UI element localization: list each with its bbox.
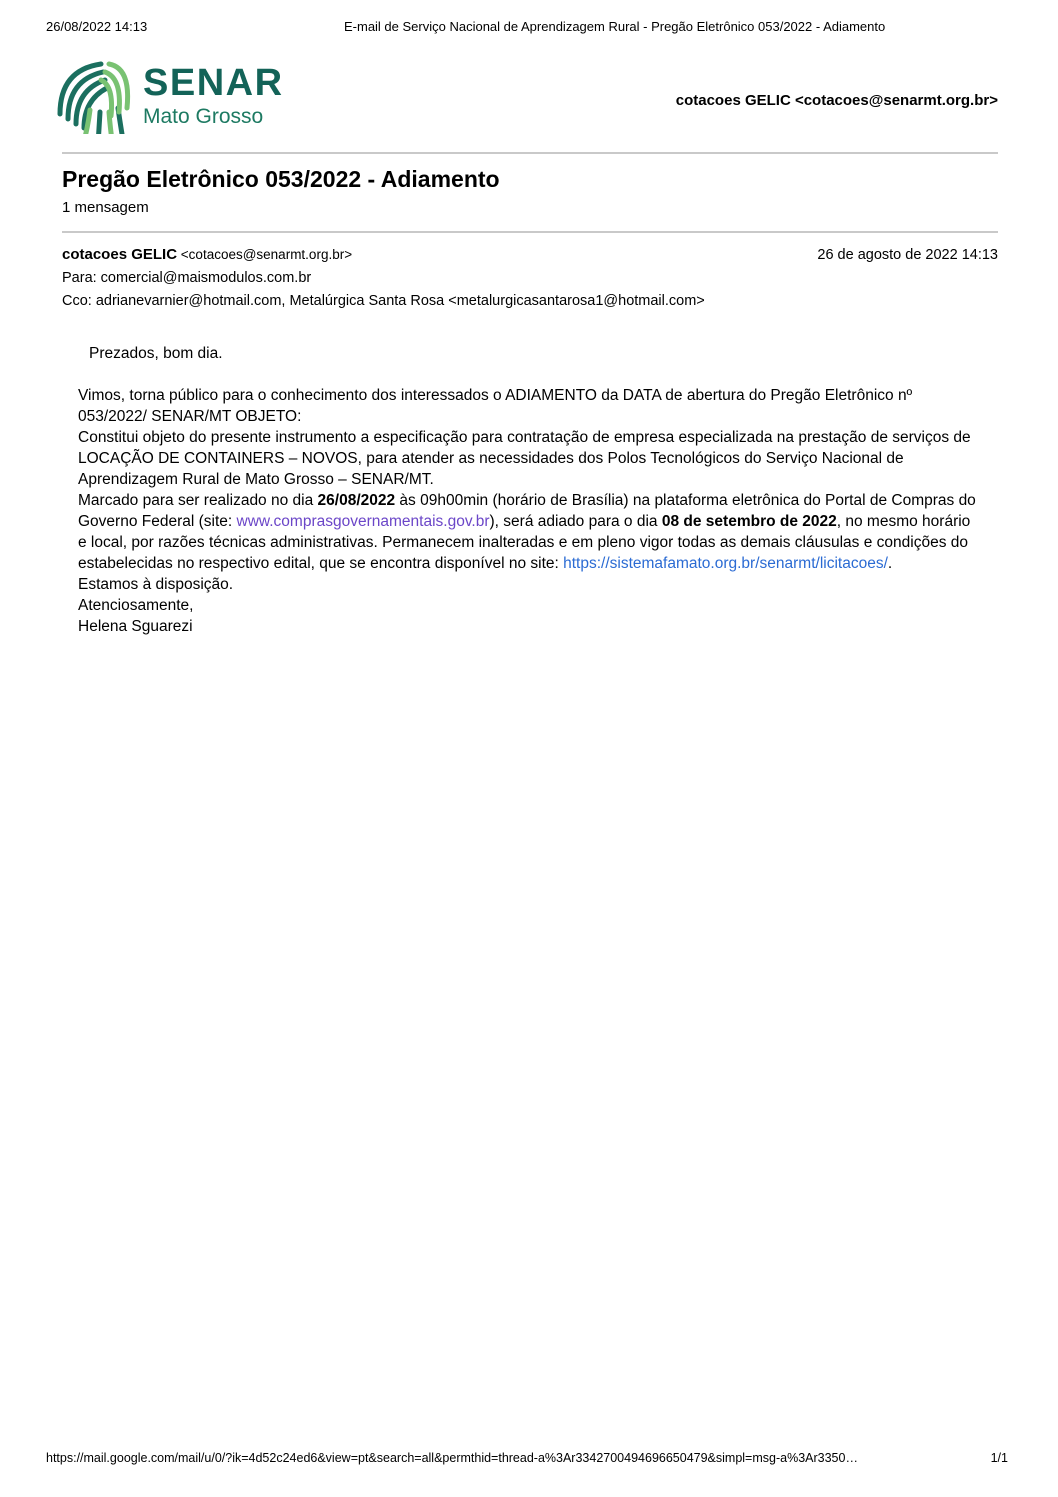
body-text: às 09h00min (horário de Brasília) na plataforma eletrônica do Portal de Compras do Governo Federal (site: [78,491,976,530]
email-thread [62,152,998,637]
print-header [46,19,1012,34]
print-footer [46,1451,1008,1465]
brand-name: SENAR [143,61,284,104]
footer-page-number: 1/1 [990,1451,1008,1465]
body-paragraph-2: Constitui objeto do presente instrumento a especificação para contratação de empresa especializada na prestação de serviços de LOCAÇÃO DE CONTAINERS – NOVOS, para atender as necessidades dos Polos Tecnológicos do Serviço Nacional de Aprendizagem Rural de Mato Grosso – SENAR/MT. [78,428,971,488]
body-text: , no mesmo horário e local, por razões técnicas administrativas. Permanecem inalteradas e em pleno vigor todas as demais cláusulas e condições do estabelecidas no respectivo edital, que se encontra disponível no site: [78,512,971,572]
senar-wheat-icon [55,58,131,134]
body-text: ), será adiado para o dia [489,512,662,530]
senar-logo [55,58,284,134]
message-date: 26 de agosto de 2022 14:13 [817,246,998,263]
from-email: <cotacoes@senarmt.org.br> [177,246,353,262]
from-name: cotacoes GELIC [62,245,178,263]
divider-top [62,152,998,154]
body-closing-2: Atenciosamente, [78,596,194,614]
signature-name: Helena Sguarezi [78,617,193,635]
email-subject: Pregão Eletrônico 053/2022 - Adiamento [62,166,500,192]
body-paragraph-3 [78,490,976,574]
print-datetime: 26/08/2022 14:13 [46,19,148,34]
brand-row [55,58,998,134]
from-identity [62,246,352,263]
body-text: Marcado para ser realizado no dia [78,491,318,509]
from-row [62,246,998,263]
footer-url: https://mail.google.com/mail/u/0/?ik=4d52c24ed6&view=pt&search=all&permthid=thread-a%3Ar3342700494696650479&simpl=msg-a%3Ar3350… [46,1451,858,1465]
message-count: 1 mensagem [62,198,149,216]
body-closing-1: Estamos à disposição. [78,575,234,593]
brand-text [143,61,284,129]
cc-line: Cco: adrianevarnier@hotmail.com, Metalúrgica Santa Rosa <metalurgicasantarosa1@hotmail.com> [62,292,705,309]
message-header [62,246,998,309]
comprasgovernamentais-link[interactable]: www.comprasgovernamentais.gov.br [236,512,490,530]
print-title: E-mail de Serviço Nacional de Aprendizagem Rural - Pregão Eletrônico 053/2022 - Adiamento [343,19,886,34]
sistemafamato-link[interactable]: https://sistemafamato.org.br/senarmt/licitacoes/ [563,554,888,572]
to-line: Para: comercial@maismodulos.com.br [62,269,312,286]
original-date-bold: 26/08/2022 [317,491,396,509]
account-identity: cotacoes GELIC <cotacoes@senarmt.org.br> [675,92,998,109]
brand-region: Mato Grosso [143,104,264,128]
body-text: . [887,554,893,572]
body-paragraph-1: Vimos, torna público para o conhecimento dos interessados o ADIAMENTO da DATA de abertura do Pregão Eletrônico nº 053/2022/ SENAR/MT OBJETO: [78,386,913,425]
divider-subject [62,231,998,233]
message-body [78,343,976,637]
body-greeting: Prezados, bom dia. [89,344,223,362]
new-date-bold: 08 de setembro de 2022 [661,512,837,530]
